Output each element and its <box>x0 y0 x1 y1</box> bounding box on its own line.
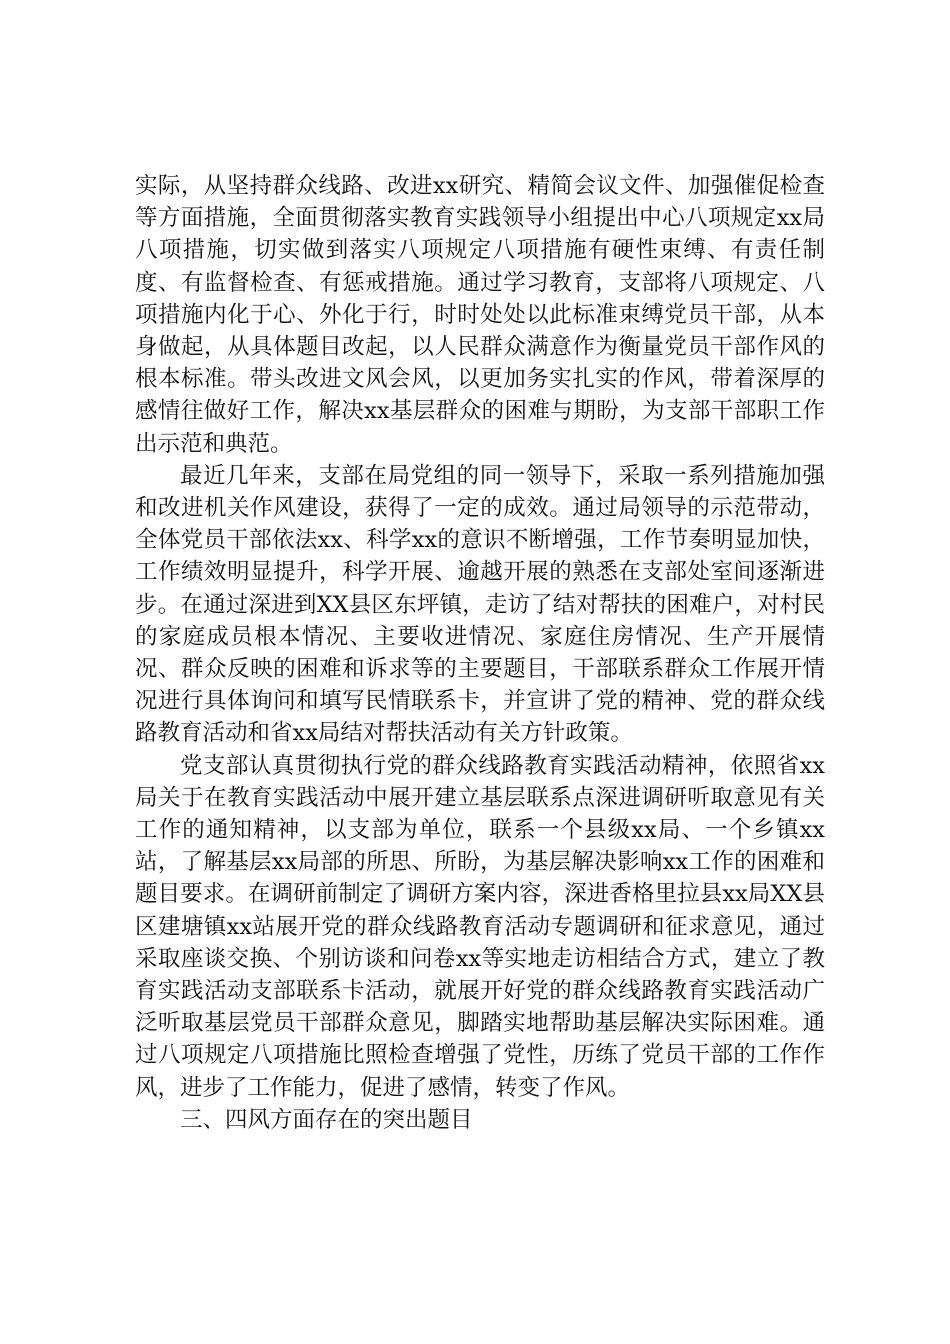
paragraph-work-style: 最近几年来，支部在局党组的同一领导下，采取一系列措施加强和改进机关作风建设，获得了一定的成效。通过局领导的示范带动，全体党员干部依法xx、科学xx的意识不断增强，工作节奏明显加快，工作绩效明显提升，科学开展、逾越开展的熟悉在支部处室间逐渐进步。在通过深进到XX县区东坪镇，走访了结对帮扶的困难户，对村民的家庭成员根本情况、主要收进情况、家庭住房情况、生产开展情况、群众反映的困难和诉求等的主要题目，干部联系群众工作展开情况进行具体询问和填写民情联系卡，并宣讲了党的精神、党的群众线路教育活动和省xx局结对帮扶活动有关方针政策。 <box>135 462 825 747</box>
document-body <box>135 170 825 1136</box>
paragraph-party-branch: 党支部认真贯彻执行党的群众线路教育实践活动精神，依照省xx局关于在教育实践活动中展开建立基层联系点深进调研听取意见有关工作的通知精神，以支部为单位，联系一个县级xx局、一个乡镇xx站，了解基层xx局部的所思、所盼，为基层解决影响xx工作的困难和题目要求。在调研前制定了调研方案内容，深进香格里拉县xx局XX县区建塘镇xx站展开党的群众线路教育活动专题调研和征求意见，通过采取座谈交换、个别访谈和问卷xx等实地走访相结合方式，建立了教育实践活动支部联系卡活动，就展开好党的群众线路教育实践活动广泛听取基层党员干部群众意见，脚踏实地帮助基层解决实际困难。通过八项规定八项措施比照检查增强了党性，历练了党员干部的工作作风，进步了工作能力，促进了感情，转变了作风。 <box>135 752 825 1101</box>
section-heading: 三、四风方面存在的突出题目 <box>180 1106 473 1133</box>
paragraph-continuation: 实际，从坚持群众线路、改进xx研究、精简会议文件、加强催促检查等方面措施，全面贯彻落实教育实践领导小组提出中心八项规定xx局八项措施，切实做到落实八项规定八项措施有硬性束缚、有责任制度、有监督检查、有惩戒措施。通过学习教育，支部将八项规定、八项措施内化于心、外化于行，时时处处以此标准束缚党员干部，从本身做起，从具体题目改起，以人民群众满意作为衡量党员干部作风的根本标准。带头改进文风会风，以更加务实扎实的作风，带着深厚的感情往做好工作，解决xx基层群众的困难与期盼，为支部干部职工作出示范和典范。 <box>135 173 825 457</box>
